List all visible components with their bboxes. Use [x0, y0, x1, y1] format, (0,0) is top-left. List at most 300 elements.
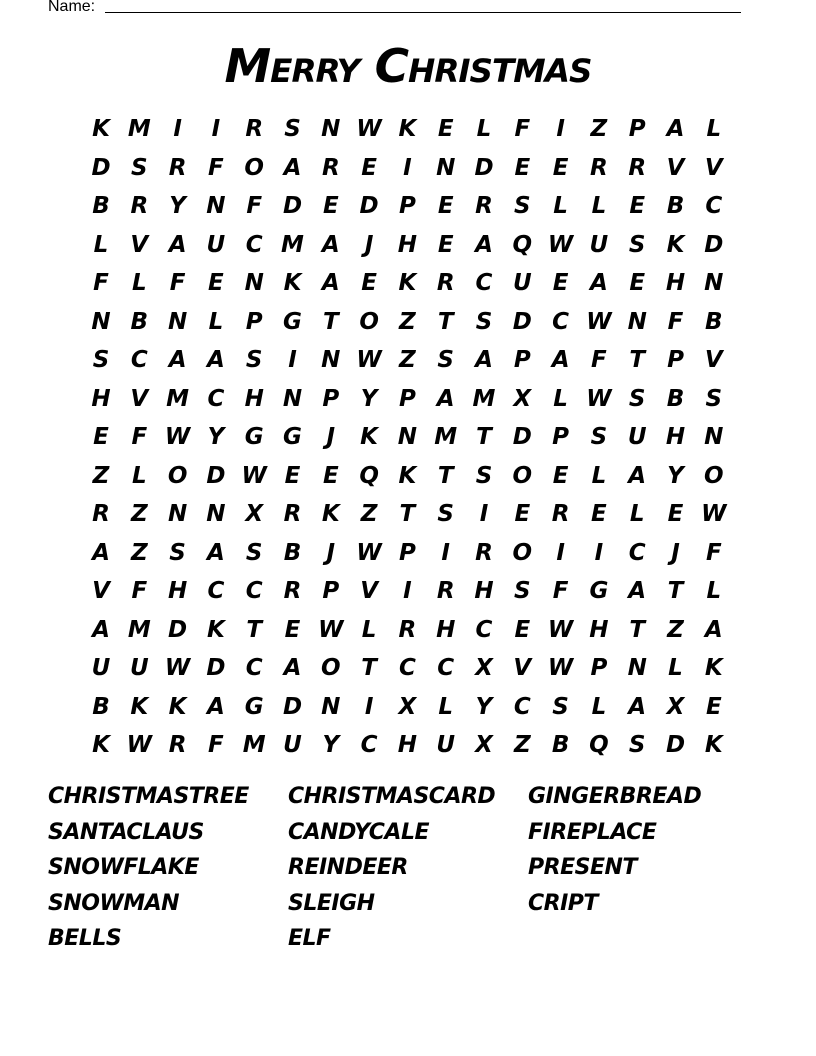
grid-letter[interactable]: Z: [513, 732, 531, 758]
grid-letter[interactable]: A: [628, 462, 647, 489]
grid-letter[interactable]: Y: [207, 424, 225, 450]
grid-letter[interactable]: A: [628, 578, 647, 604]
grid-letter[interactable]: A: [206, 347, 225, 373]
grid-letter[interactable]: K: [398, 270, 417, 296]
grid-letter[interactable]: F: [131, 424, 148, 450]
grid-letter[interactable]: Z: [92, 462, 110, 489]
grid-letter[interactable]: P: [322, 385, 340, 412]
grid-letter[interactable]: B: [551, 732, 570, 758]
word-list-item: SNOWFLAKE: [48, 855, 199, 880]
grid-letter[interactable]: I: [364, 693, 374, 720]
grid-letter[interactable]: E: [514, 501, 531, 527]
grid-letter[interactable]: S: [475, 308, 493, 335]
grid-letter[interactable]: G: [244, 424, 264, 450]
grid-letter[interactable]: H: [244, 385, 264, 412]
grid-letter[interactable]: L: [93, 231, 109, 258]
grid-letter[interactable]: U: [283, 732, 302, 758]
grid-letter[interactable]: N: [244, 270, 264, 296]
grid-letter[interactable]: K: [398, 462, 417, 489]
grid-letter[interactable]: F: [514, 116, 531, 142]
grid-letter[interactable]: S: [284, 116, 301, 142]
grid-letter[interactable]: H: [665, 424, 686, 450]
grid-letter[interactable]: D: [512, 424, 532, 450]
grid-letter[interactable]: E: [667, 501, 684, 527]
grid-letter[interactable]: E: [552, 270, 569, 296]
grid-letter[interactable]: N: [167, 501, 188, 527]
grid-letter[interactable]: L: [668, 655, 683, 681]
grid-letter[interactable]: U: [512, 270, 532, 296]
grid-letter[interactable]: P: [398, 193, 416, 219]
grid-letter[interactable]: R: [168, 154, 187, 181]
grid-letter[interactable]: U: [436, 732, 456, 758]
grid-letter[interactable]: V: [704, 154, 723, 181]
word-list-item: PRESENT: [528, 855, 637, 880]
grid-letter[interactable]: B: [666, 385, 685, 412]
grid-letter[interactable]: E: [284, 616, 301, 643]
grid-letter[interactable]: D: [704, 231, 724, 258]
grid-letter[interactable]: A: [475, 231, 493, 258]
grid-letter[interactable]: I: [403, 154, 412, 181]
grid-letter[interactable]: S: [514, 578, 531, 604]
grid-letter[interactable]: O: [321, 655, 341, 681]
grid-letter[interactable]: X: [475, 655, 493, 681]
grid-letter[interactable]: Z: [130, 539, 148, 566]
grid-letter[interactable]: D: [206, 655, 226, 681]
grid-letter[interactable]: H: [665, 270, 686, 296]
grid-letter[interactable]: M: [127, 116, 151, 142]
grid-letter[interactable]: E: [629, 193, 646, 219]
grid-letter[interactable]: K: [704, 655, 723, 681]
grid-letter[interactable]: W: [586, 308, 612, 335]
grid-letter[interactable]: T: [322, 308, 339, 335]
grid-letter[interactable]: S: [437, 501, 454, 527]
grid-letter[interactable]: E: [514, 616, 531, 643]
grid-letter[interactable]: S: [131, 154, 148, 181]
grid-letter[interactable]: E: [437, 231, 454, 258]
grid-letter[interactable]: S: [437, 347, 454, 373]
grid-letter[interactable]: F: [131, 578, 148, 604]
grid-letter[interactable]: M: [434, 424, 458, 450]
grid-letter[interactable]: N: [704, 270, 724, 296]
grid-letter[interactable]: P: [513, 347, 531, 373]
grid-letter[interactable]: N: [282, 385, 303, 412]
grid-letter[interactable]: C: [245, 231, 263, 258]
grid-letter[interactable]: C: [130, 347, 148, 373]
grid-letter[interactable]: F: [246, 193, 263, 219]
grid-letter[interactable]: S: [92, 347, 110, 373]
grid-letter[interactable]: S: [475, 462, 493, 489]
grid-letter[interactable]: P: [245, 308, 263, 335]
grid-letter[interactable]: F: [208, 732, 224, 758]
grid-letter[interactable]: X: [513, 385, 532, 412]
grid-letter[interactable]: P: [398, 539, 416, 566]
grid-letter[interactable]: R: [168, 732, 187, 758]
grid-letter[interactable]: Y: [169, 193, 186, 219]
grid-letter[interactable]: B: [92, 193, 110, 219]
grid-letter[interactable]: A: [704, 616, 723, 643]
grid-letter[interactable]: V: [130, 231, 149, 258]
grid-letter[interactable]: W: [547, 655, 574, 681]
grid-letter[interactable]: H: [397, 231, 418, 258]
grid-letter[interactable]: C: [628, 539, 646, 566]
grid-letter[interactable]: Z: [130, 501, 148, 527]
grid-letter[interactable]: L: [476, 116, 492, 142]
grid-letter[interactable]: I: [211, 116, 221, 142]
grid-letter[interactable]: V: [130, 385, 149, 412]
grid-letter[interactable]: B: [92, 693, 110, 720]
grid-letter[interactable]: P: [628, 116, 646, 142]
grid-letter[interactable]: A: [206, 693, 225, 720]
grid-letter[interactable]: B: [705, 308, 723, 335]
grid-letter[interactable]: M: [127, 616, 151, 643]
grid-letter[interactable]: F: [169, 270, 186, 296]
grid-letter[interactable]: V: [666, 154, 685, 181]
grid-letter[interactable]: A: [168, 347, 187, 373]
grid-letter[interactable]: E: [437, 193, 454, 219]
grid-letter[interactable]: L: [361, 616, 377, 643]
grid-letter[interactable]: N: [397, 424, 418, 450]
grid-letter[interactable]: E: [322, 193, 339, 219]
grid-letter[interactable]: D: [282, 193, 303, 219]
grid-letter[interactable]: J: [671, 539, 680, 566]
grid-letter[interactable]: W: [547, 231, 574, 258]
grid-letter[interactable]: T: [437, 308, 454, 335]
grid-letter[interactable]: K: [283, 270, 302, 296]
grid-letter[interactable]: D: [359, 193, 379, 219]
grid-letter[interactable]: A: [475, 347, 493, 373]
grid-letter[interactable]: Y: [667, 462, 684, 489]
grid-letter[interactable]: L: [131, 462, 147, 489]
grid-letter[interactable]: W: [164, 424, 191, 450]
grid-letter[interactable]: O: [704, 462, 724, 489]
grid-letter[interactable]: R: [130, 193, 149, 219]
grid-letter[interactable]: I: [479, 501, 489, 527]
grid-letter[interactable]: G: [589, 578, 609, 604]
grid-letter[interactable]: O: [244, 154, 264, 181]
grid-letter[interactable]: Y: [360, 385, 378, 412]
grid-letter[interactable]: D: [206, 462, 226, 489]
grid-letter[interactable]: H: [436, 616, 456, 643]
grid-letter[interactable]: A: [206, 539, 225, 566]
grid-letter[interactable]: I: [403, 578, 412, 604]
grid-row: [82, 726, 736, 765]
grid-letter[interactable]: N: [436, 154, 456, 181]
grid-letter[interactable]: N: [321, 116, 341, 142]
grid-letter[interactable]: U: [91, 655, 111, 681]
grid-letter[interactable]: G: [283, 308, 302, 335]
grid-letter[interactable]: K: [704, 732, 723, 758]
name-underline: [105, 12, 741, 13]
grid-letter[interactable]: D: [282, 693, 303, 720]
grid-letter[interactable]: L: [591, 462, 607, 489]
grid-letter[interactable]: W: [241, 462, 267, 489]
grid-letter[interactable]: L: [208, 308, 224, 335]
grid-letter[interactable]: K: [92, 116, 110, 142]
grid-letter[interactable]: R: [245, 116, 264, 142]
grid-letter[interactable]: P: [667, 347, 684, 373]
grid-letter[interactable]: V: [513, 655, 532, 681]
grid-letter[interactable]: A: [168, 231, 187, 258]
grid-letter[interactable]: A: [321, 231, 340, 258]
grid-letter[interactable]: C: [207, 578, 225, 604]
grid-letter[interactable]: R: [321, 154, 340, 181]
grid-letter[interactable]: Y: [475, 693, 493, 720]
grid-letter[interactable]: N: [206, 501, 226, 527]
grid-letter[interactable]: S: [628, 732, 646, 758]
grid-letter[interactable]: U: [627, 424, 647, 450]
grid-row: [82, 418, 736, 457]
grid-letter[interactable]: H: [397, 732, 418, 758]
name-label: Name:: [48, 0, 96, 15]
grid-letter[interactable]: E: [361, 270, 377, 296]
grid-letter[interactable]: Z: [360, 501, 378, 527]
grid-letter[interactable]: N: [321, 693, 341, 720]
grid-letter[interactable]: I: [288, 347, 297, 373]
grid-letter[interactable]: Z: [667, 616, 684, 643]
grid-letter[interactable]: T: [476, 424, 492, 450]
grid-letter[interactable]: T: [399, 501, 416, 527]
grid-letter[interactable]: J: [326, 424, 336, 450]
grid-letter[interactable]: V: [704, 347, 723, 373]
grid-letter[interactable]: Q: [512, 231, 533, 258]
grid-letter[interactable]: S: [169, 539, 186, 566]
grid-letter[interactable]: C: [398, 655, 416, 681]
grid-letter[interactable]: A: [436, 385, 455, 412]
grid-letter[interactable]: D: [91, 154, 111, 181]
word-list-item: CRIPT: [528, 890, 598, 916]
grid-letter[interactable]: L: [131, 270, 147, 296]
grid-letter[interactable]: I: [594, 539, 604, 566]
grid-letter[interactable]: U: [206, 231, 226, 258]
grid-letter[interactable]: I: [556, 116, 565, 142]
grid-letter[interactable]: K: [398, 116, 417, 142]
grid-letter[interactable]: J: [364, 231, 374, 258]
grid-letter[interactable]: F: [208, 154, 224, 181]
grid-letter[interactable]: R: [590, 154, 608, 181]
grid-letter[interactable]: E: [514, 154, 531, 181]
grid-letter[interactable]: C: [437, 655, 455, 681]
grid-letter[interactable]: F: [591, 347, 607, 373]
grid-letter[interactable]: M: [281, 231, 304, 258]
grid-letter[interactable]: W: [701, 501, 727, 527]
grid-letter[interactable]: O: [512, 462, 533, 489]
grid-letter[interactable]: M: [242, 732, 266, 758]
grid-letter[interactable]: K: [168, 693, 187, 720]
grid-letter[interactable]: B: [130, 308, 149, 335]
grid-letter[interactable]: X: [475, 732, 493, 758]
grid-letter[interactable]: K: [206, 616, 225, 643]
grid-letter[interactable]: R: [398, 616, 417, 643]
grid-letter[interactable]: A: [666, 116, 685, 142]
grid-letter[interactable]: P: [322, 578, 340, 604]
grid-letter[interactable]: U: [129, 655, 149, 681]
grid-letter[interactable]: X: [398, 693, 417, 720]
grid-letter[interactable]: W: [126, 732, 152, 758]
grid-letter[interactable]: N: [167, 308, 188, 335]
grid-letter[interactable]: E: [437, 116, 454, 142]
grid-letter[interactable]: L: [553, 193, 568, 219]
grid-letter[interactable]: H: [589, 616, 609, 643]
grid-letter[interactable]: S: [552, 693, 569, 720]
grid-letter[interactable]: N: [627, 655, 647, 681]
grid-letter[interactable]: A: [92, 539, 110, 566]
grid-letter[interactable]: W: [318, 616, 344, 643]
grid-letter[interactable]: C: [705, 193, 723, 219]
grid-letter[interactable]: V: [360, 578, 378, 604]
grid-letter[interactable]: S: [628, 385, 646, 412]
grid-letter[interactable]: B: [666, 193, 685, 219]
grid-letter[interactable]: B: [283, 539, 302, 566]
grid-letter[interactable]: Q: [589, 732, 609, 758]
grid-letter[interactable]: C: [475, 270, 493, 296]
grid-letter[interactable]: O: [359, 308, 379, 335]
grid-letter[interactable]: C: [513, 693, 531, 720]
grid-letter[interactable]: O: [512, 539, 533, 566]
grid-letter[interactable]: I: [173, 116, 182, 142]
grid-letter[interactable]: W: [586, 385, 612, 412]
grid-letter[interactable]: E: [208, 270, 224, 296]
grid-letter[interactable]: R: [436, 578, 455, 604]
grid-letter[interactable]: R: [475, 539, 493, 566]
grid-letter[interactable]: R: [92, 501, 110, 527]
grid-letter[interactable]: X: [666, 693, 685, 720]
grid-letter[interactable]: N: [91, 308, 111, 335]
grid-letter[interactable]: R: [436, 270, 455, 296]
grid-letter[interactable]: N: [627, 308, 647, 335]
grid-letter[interactable]: S: [628, 231, 646, 258]
grid-letter[interactable]: L: [438, 693, 454, 720]
grid-letter[interactable]: A: [283, 655, 302, 681]
grid-letter[interactable]: L: [706, 578, 722, 604]
word-search-grid: [82, 110, 736, 765]
grid-letter[interactable]: E: [591, 501, 607, 527]
grid-letter[interactable]: C: [245, 578, 263, 604]
grid-letter[interactable]: E: [322, 462, 339, 489]
grid-letter[interactable]: F: [705, 539, 722, 566]
grid-letter[interactable]: C: [207, 385, 225, 412]
grid-letter[interactable]: P: [552, 424, 570, 450]
grid-letter[interactable]: T: [246, 616, 263, 643]
grid-letter[interactable]: N: [206, 193, 226, 219]
grid-letter[interactable]: C: [552, 308, 570, 335]
grid-letter[interactable]: W: [356, 347, 382, 373]
grid-letter[interactable]: N: [704, 424, 724, 450]
grid-letter[interactable]: A: [551, 347, 570, 373]
grid-letter[interactable]: C: [475, 616, 493, 643]
grid-letter[interactable]: E: [284, 462, 301, 489]
grid-letter[interactable]: K: [666, 231, 685, 258]
grid-letter[interactable]: M: [166, 385, 190, 412]
grid-letter[interactable]: S: [705, 385, 723, 412]
grid-letter[interactable]: C: [245, 655, 263, 681]
grid-letter[interactable]: A: [589, 270, 608, 296]
grid-letter[interactable]: D: [474, 154, 494, 181]
grid-letter[interactable]: E: [705, 693, 722, 720]
grid-letter[interactable]: A: [283, 154, 302, 181]
grid-letter[interactable]: T: [629, 347, 646, 373]
grid-letter[interactable]: L: [553, 385, 568, 412]
grid-letter[interactable]: G: [244, 693, 264, 720]
grid-letter[interactable]: F: [93, 270, 109, 296]
grid-letter[interactable]: M: [472, 385, 496, 412]
grid-letter[interactable]: L: [591, 193, 607, 219]
grid-letter[interactable]: F: [667, 308, 684, 335]
grid-letter[interactable]: E: [93, 424, 109, 450]
grid-letter[interactable]: C: [360, 732, 378, 758]
grid-letter[interactable]: W: [356, 116, 382, 142]
grid-letter[interactable]: R: [283, 501, 302, 527]
word-list-item: CHRISTMASTREE: [48, 784, 249, 809]
grid-letter[interactable]: T: [629, 616, 646, 643]
grid-letter[interactable]: H: [91, 385, 111, 412]
grid-letter[interactable]: Z: [590, 116, 608, 142]
grid-letter[interactable]: R: [551, 501, 570, 527]
grid-letter[interactable]: T: [437, 462, 454, 489]
grid-letter[interactable]: K: [92, 732, 110, 758]
grid-letter[interactable]: T: [361, 655, 377, 681]
grid-letter[interactable]: E: [552, 154, 569, 181]
grid-letter[interactable]: H: [474, 578, 494, 604]
grid-letter[interactable]: Z: [399, 347, 416, 373]
grid-letter[interactable]: Z: [399, 308, 416, 335]
grid-letter[interactable]: S: [245, 539, 263, 566]
grid-letter[interactable]: E: [629, 270, 646, 296]
grid-letter[interactable]: E: [361, 154, 377, 181]
grid-letter[interactable]: P: [590, 655, 608, 681]
grid-letter[interactable]: Y: [322, 732, 340, 758]
grid-letter[interactable]: V: [92, 578, 110, 604]
grid-letter[interactable]: S: [590, 424, 608, 450]
grid-letter[interactable]: L: [591, 693, 607, 720]
grid-letter[interactable]: K: [321, 501, 340, 527]
grid-letter[interactable]: F: [552, 578, 569, 604]
grid-letter[interactable]: W: [547, 616, 574, 643]
grid-letter[interactable]: R: [628, 154, 647, 181]
grid-letter[interactable]: E: [552, 462, 569, 489]
grid-letter[interactable]: K: [130, 693, 149, 720]
word-list-item: BELLS: [48, 926, 122, 951]
grid-letter[interactable]: K: [360, 424, 378, 450]
grid-letter[interactable]: J: [326, 539, 336, 566]
grid-letter[interactable]: I: [556, 539, 565, 566]
grid-letter[interactable]: P: [398, 385, 416, 412]
grid-letter[interactable]: Q: [359, 462, 379, 489]
grid-letter[interactable]: N: [321, 347, 341, 373]
grid-letter[interactable]: L: [706, 116, 722, 142]
grid-letter[interactable]: D: [168, 616, 188, 643]
grid-letter[interactable]: W: [356, 539, 382, 566]
grid-letter[interactable]: A: [92, 616, 110, 643]
grid-letter[interactable]: D: [512, 308, 532, 335]
grid-letter[interactable]: I: [441, 539, 450, 566]
grid-letter[interactable]: G: [283, 424, 302, 450]
grid-letter[interactable]: X: [245, 501, 264, 527]
grid-letter[interactable]: O: [167, 462, 188, 489]
grid-letter[interactable]: H: [167, 578, 188, 604]
grid-letter[interactable]: S: [514, 193, 531, 219]
grid-letter[interactable]: R: [283, 578, 302, 604]
grid-letter[interactable]: A: [321, 270, 340, 296]
grid-letter[interactable]: S: [245, 347, 263, 373]
grid-letter[interactable]: A: [628, 693, 647, 720]
grid-letter[interactable]: T: [667, 578, 684, 604]
grid-letter[interactable]: L: [629, 501, 645, 527]
grid-letter[interactable]: D: [665, 732, 686, 758]
grid-letter[interactable]: W: [164, 655, 191, 681]
grid-letter[interactable]: U: [589, 231, 609, 258]
grid-letter[interactable]: R: [475, 193, 493, 219]
grid-row: [82, 457, 736, 496]
